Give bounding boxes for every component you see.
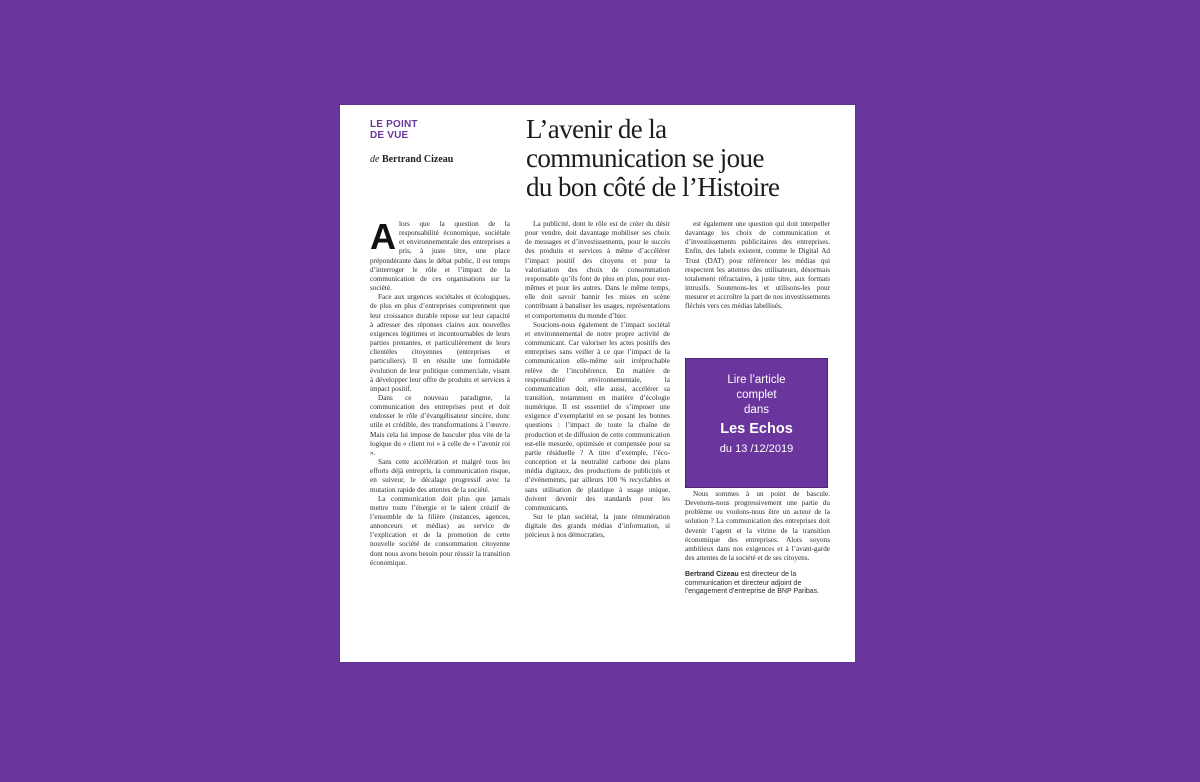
kicker-line-1: LE POINT (370, 119, 418, 130)
article-headline (526, 115, 846, 202)
headline-line-1: L’avenir de la (526, 114, 667, 144)
byline-author: Bertrand Cizeau (381, 154, 454, 165)
paragraph-text: lors que la question de la responsabilité économique, sociétale et environnementale des entreprises a pris, à juste titre, une place prépondérante dans le débat public, il est temps d’interroger le rôle et l’impact de la communication de ces organisations sur la société. (370, 220, 510, 293)
article-column-1 (370, 216, 510, 568)
promo-brand: Les Echos (720, 421, 793, 437)
paragraph: Soucions-nous également de l’impact sociétal et environnemental de notre propre activité de communicant. Car valoriser les actes positifs des entreprises sans veiller à ce que l’impact de la communication elle-même soit irréprochable relève de l’incohérence. En matière de responsabilité environnementale, la communication doit, elle aussi, accélérer sa transition, notamment en matière d’écologie numérique. Il est essentiel de s’imposer une exigence d’exemplarité en se posant les bonnes questions : l’impact de toute la chaîne de production et de diffusion de cette communication est-elle mesurée, optimisée et compensée pour sa partie résiduelle ? A titre d’exemple, l’éco-conception et la neutralité carbone des plans média digitaux, des productions de publicités et d’événements, par ailleurs 100 % recyclables et sans utilisation de plastique à usage unique, doivent devenir des standards pour les communicants. (525, 320, 670, 512)
paragraph: Sans cette accélération et malgré tous les efforts déjà entrepris, la communication risque, en suiveur, le décalage progressif avec la mutation rapide des attentes de la société. (370, 458, 510, 494)
newspaper-clipping (340, 105, 855, 662)
promo-line-2: complet (736, 389, 777, 401)
article-column-2 (525, 220, 670, 540)
paragraph: Dans ce nouveau paradigme, la communication des entreprises peut et doit endosser le rôle d’évangélisateur sincère, donc utile et crédible, des transformations à l’œuvre. Mais cela lui impose de basculer plus vite de la logique du « client roi » à celle de « l’avenir roi ». (370, 393, 510, 457)
section-kicker (370, 119, 418, 141)
paragraph: Sur le plan sociétal, la juste rémunération digitale des grands médias d’information, si précieux à nos démocraties, (525, 513, 670, 540)
byline-prefix: de (370, 154, 380, 165)
bio-text: est directeur de la communication et directeur adjoint de l’engagement d’entreprise de BNP Paribas. (685, 571, 820, 596)
paragraph: La publicité, dont le rôle est de créer du désir pour vendre, doit davantage mobiliser ses choix de messages et d’investissements, pour le succès des produits et services à même d’accélérer l’impact positif des citoyens et pour la valorisation des choix de consommation responsable qu’ils font de plus en plus, pour eux-mêmes et pour les autres. Dans le même temps, elle doit savoir bannir les mises en scène contribuant à banaliser les usages, représentations et comportements du monde d’hier. (525, 220, 670, 320)
promo-date: du 13 /12/2019 (719, 443, 794, 455)
paragraph (370, 216, 510, 293)
promo-line-1: Lire l’article (727, 374, 786, 386)
article-column-3-continued (685, 490, 830, 597)
headline-line-3: du bon côté de l’Histoire (526, 172, 780, 202)
read-full-article-box[interactable] (685, 358, 828, 488)
paragraph: est également une question qui doit interpeller davantage les choix de communication et d’investissements publicitaires des entreprises. Enfin, des labels existent, comme le Digital Ad Trust (DAT) pour référencer les médias qui respectent les attentes des utilisateurs, désormais totalement réfractaires, à juste titre, aux formats intrusifs. Soutenons-les et utilisons-les pour mesurer et accroître la part de nos investissements fléchés vers ces médias labellisés. (685, 220, 830, 311)
byline (370, 154, 453, 165)
promo-line-3: dans (744, 404, 769, 416)
bio-author-name: Bertrand Cizeau (685, 571, 739, 579)
paragraph: La communication doit plus que jamais mettre toute l’énergie et le talent créatif de l’ensemble de la filière (instances, agences, annonceurs et médias) au service de l’explication et de la promotion de cette nouvelle société de consommation citoyenne dont nous avons besoin pour réussir la transition économique. (370, 494, 510, 567)
article-column-3 (685, 220, 830, 312)
headline-line-2: communication se joue (526, 143, 764, 173)
paragraph: Nous sommes à un point de bascule. Devenons-nous progressivement une partie du problème ou voulons-nous être un acteur de la solution ? La communication des entreprises doit devenir l’agent et la vitrine de la transition économique des entreprises. Alors soyons ambitieux dans nos exigences et à l’avant-garde des attentes de la société et de ses citoyens. (685, 490, 830, 563)
author-bio (685, 571, 830, 597)
drop-cap: A (370, 216, 396, 257)
kicker-line-2: DE VUE (370, 130, 409, 141)
paragraph: Face aux urgences sociétales et écologiques, de plus en plus d’entreprises comprennent que leur croissance durable repose sur leur capacité à adresser des réponses claires aux nouvelles exigences légitimes et incontournables de leurs parties prenantes, et particulièrement de leurs clientèles citoyennes (entreprises et particuliers). Il en résulte une formidable évolution de leur politique commerciale, visant à développer leur offre de produits et services à impact positif. (370, 293, 510, 393)
